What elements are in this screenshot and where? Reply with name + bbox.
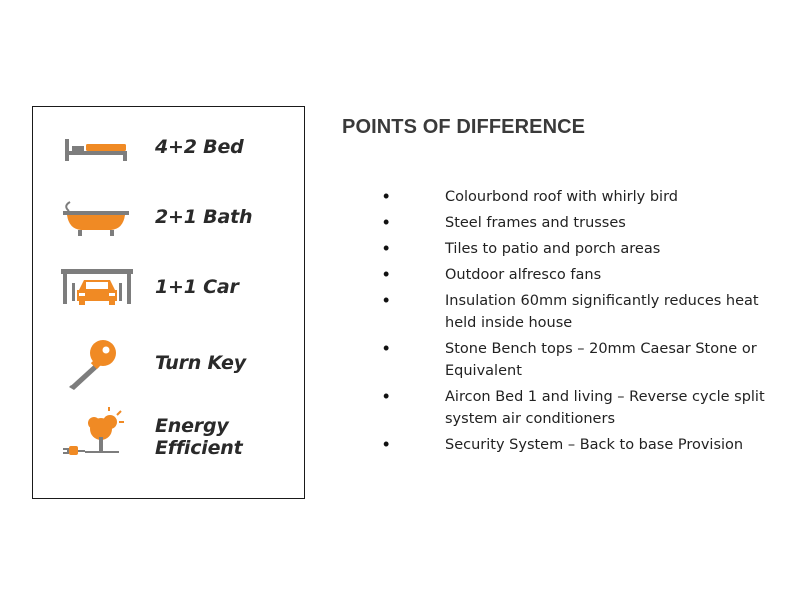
list-item (372, 212, 782, 234)
features-box (32, 106, 305, 499)
feature-bath (33, 187, 304, 247)
feature-energy (33, 407, 304, 467)
list-item-text: Aircon Bed 1 and living – Reverse cycle split system air conditioners (445, 389, 765, 427)
bullet: • (383, 264, 390, 284)
points-list (372, 186, 782, 460)
list-item-text: Insulation 60mm significantly reduces heat held inside house (445, 293, 759, 331)
car-icon (57, 257, 139, 317)
bullet: • (383, 338, 390, 358)
feature-label: 2+1 Bath (155, 206, 253, 228)
feature-label: 4+2 Bed (155, 136, 244, 158)
feature-bed (33, 117, 304, 177)
feature-label: 1+1 Car (155, 276, 239, 298)
list-item (372, 386, 782, 430)
bath-icon (57, 187, 139, 247)
feature-key (33, 333, 304, 393)
list-item (372, 338, 782, 382)
bullet: • (383, 186, 390, 206)
key-icon (57, 333, 139, 393)
bullet: • (383, 386, 390, 406)
list-item (372, 290, 782, 334)
bed-icon (57, 117, 139, 177)
energy-icon (57, 407, 139, 467)
list-item-text: Security System – Back to base Provision (445, 437, 744, 453)
list-item-text: Colourbond roof with whirly bird (445, 189, 678, 205)
feature-label: Turn Key (155, 352, 246, 374)
feature-car (33, 257, 304, 317)
list-item-text: Stone Bench tops – 20mm Caesar Stone or Equivalent (445, 341, 757, 379)
list-item-text: Tiles to patio and porch areas (445, 241, 661, 257)
bullet: • (383, 212, 390, 232)
page-title: POINTS OF DIFFERENCE (342, 116, 586, 138)
bullet: • (383, 434, 390, 454)
bullet: • (383, 290, 390, 310)
list-item (372, 186, 782, 208)
list-item-text: Steel frames and trusses (445, 215, 626, 231)
bullet: • (383, 238, 390, 258)
list-item (372, 434, 782, 456)
feature-label: Energy Efficient (155, 415, 243, 459)
list-item-text: Outdoor alfresco fans (445, 267, 602, 283)
list-item (372, 264, 782, 286)
list-item (372, 238, 782, 260)
